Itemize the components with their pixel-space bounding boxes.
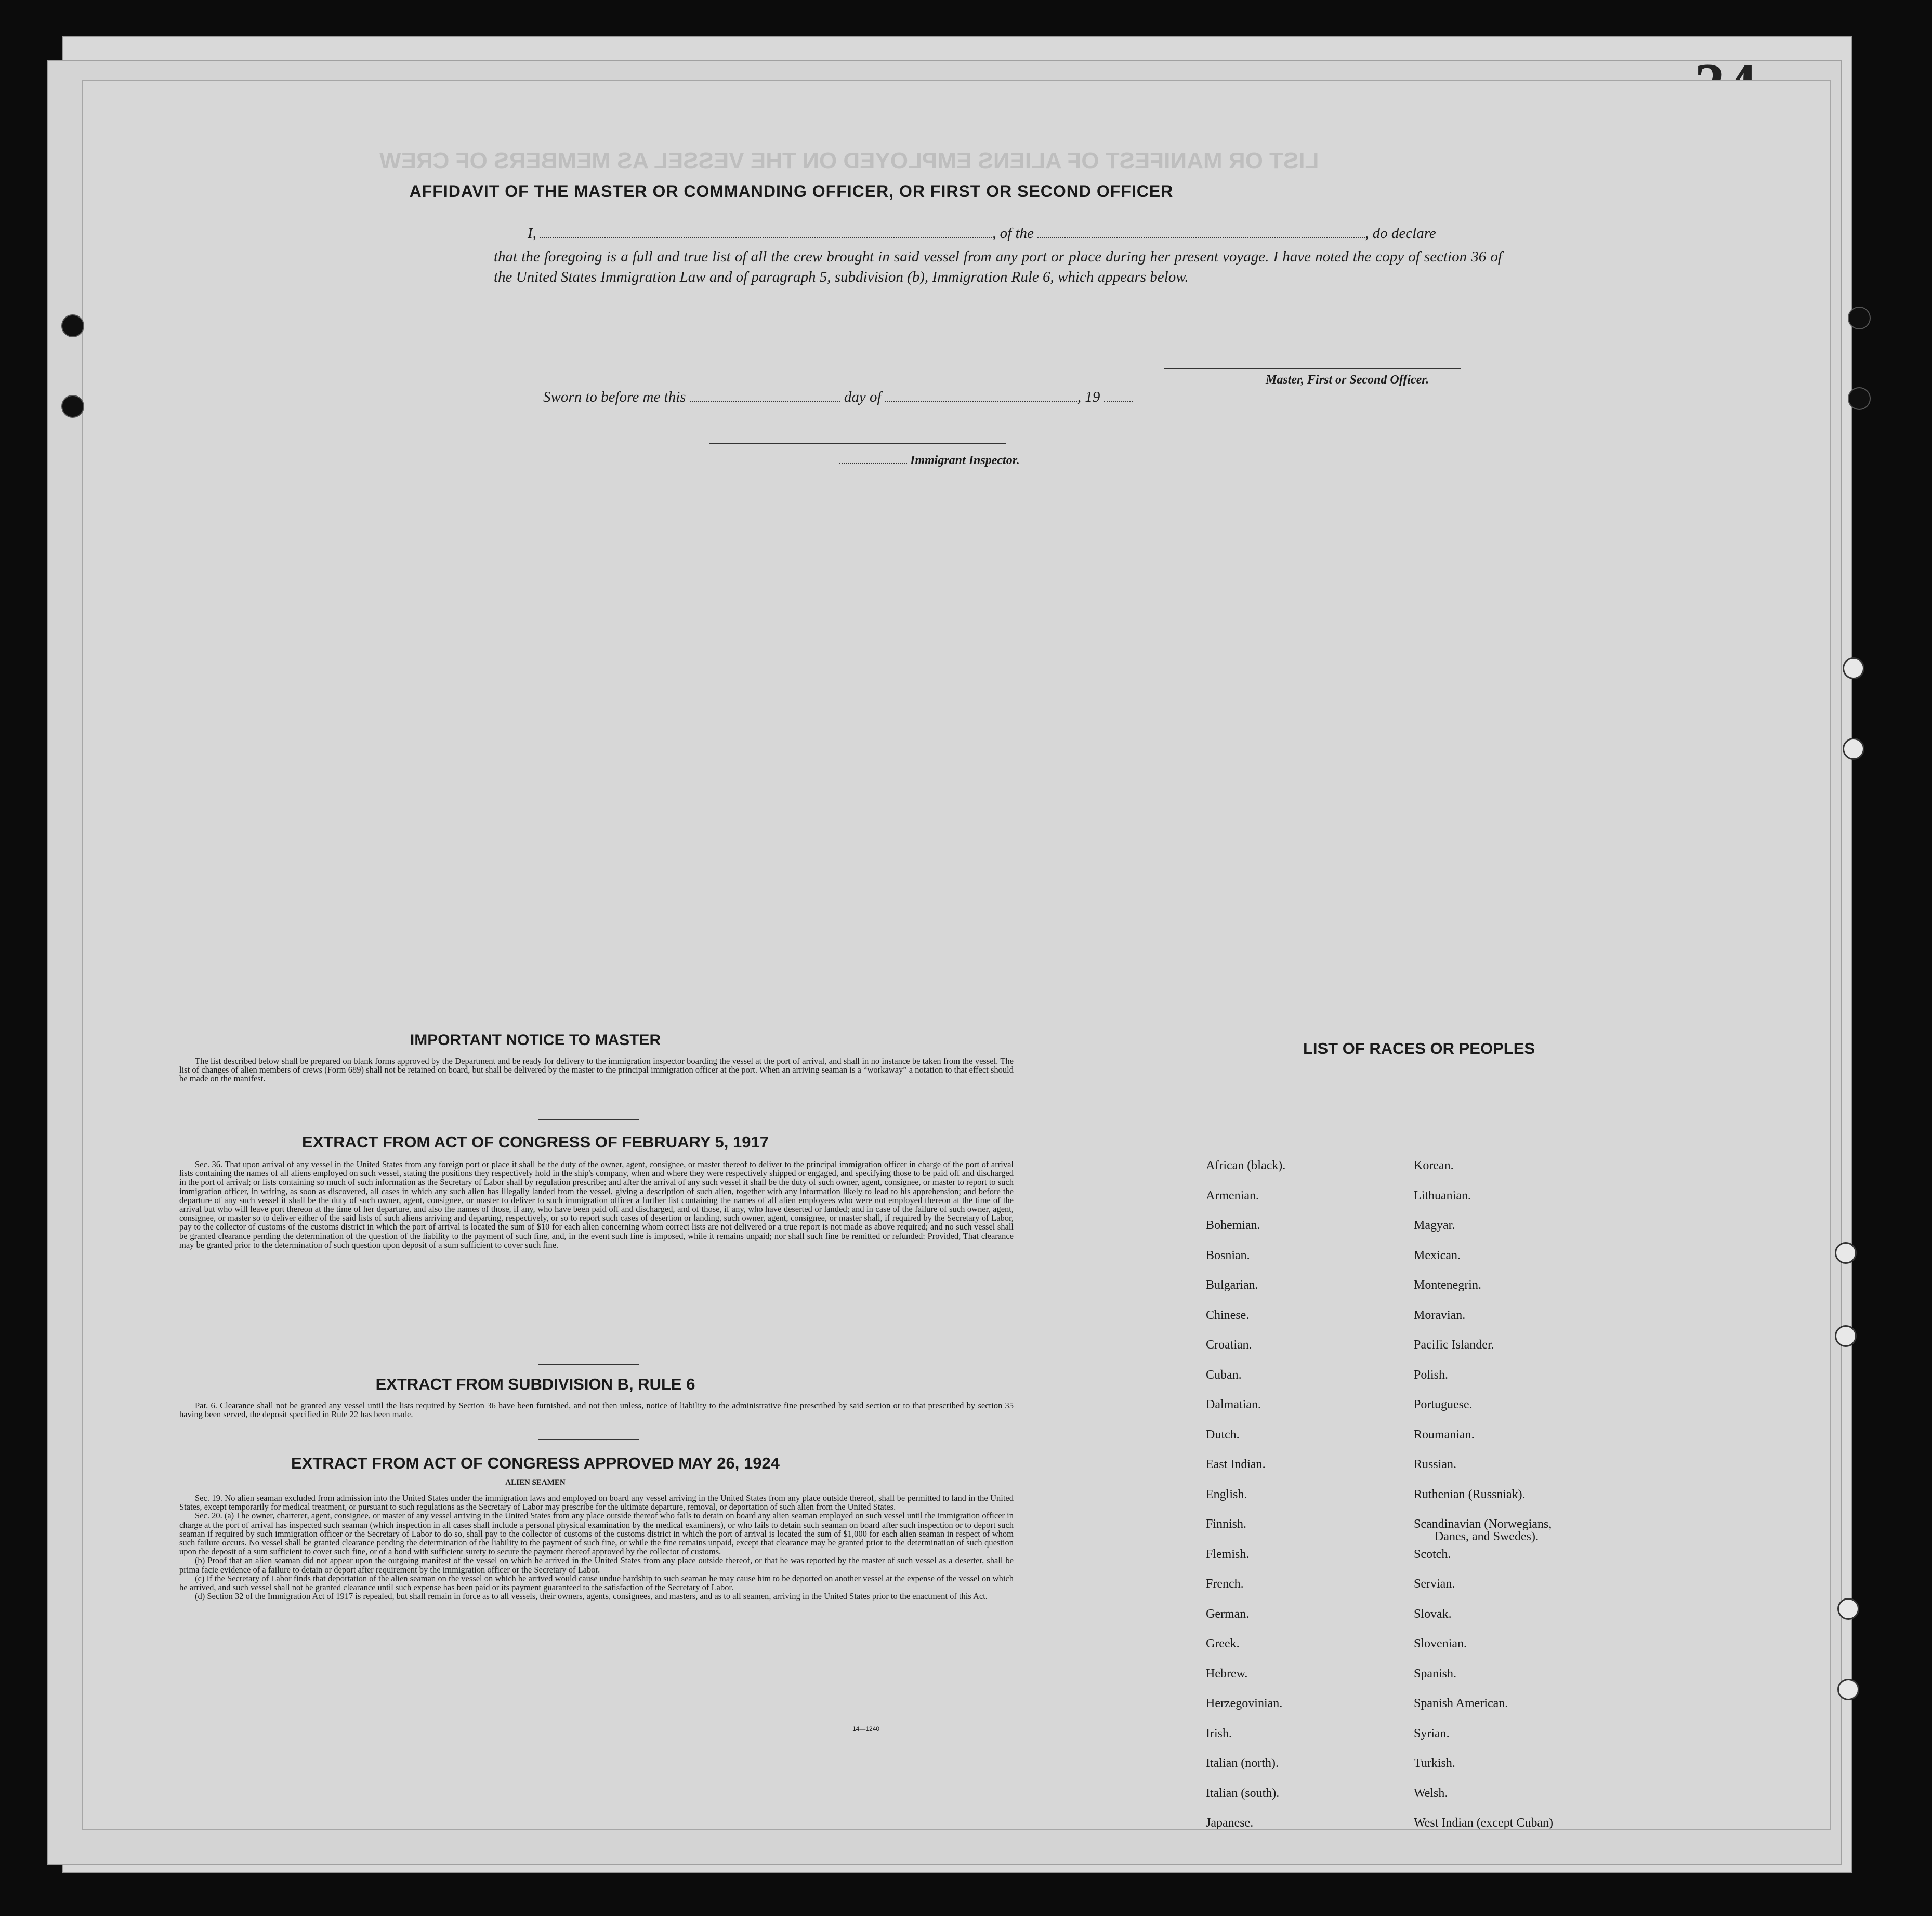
race-item: Dutch. — [1206, 1428, 1240, 1442]
inspector-signature-label — [839, 454, 1020, 468]
divider-1 — [538, 1119, 639, 1120]
race-item: Flemish. — [1206, 1547, 1250, 1561]
race-item: Lithuanian. — [1414, 1188, 1471, 1203]
extract-1924-text — [179, 1494, 1014, 1601]
sworn-year-label: , 19 — [1077, 389, 1100, 405]
binder-hole — [61, 314, 84, 337]
binder-hole — [1835, 1242, 1857, 1264]
extract-1924-title: EXTRACT FROM ACT OF CONGRESS APPROVED MAY 26, 1924 — [291, 1454, 780, 1472]
race-item: Welsh. — [1414, 1786, 1448, 1800]
sworn-day-label: day of — [844, 389, 882, 405]
affidavit-of-the-label: , of the — [992, 225, 1034, 242]
extract-1924-sec20c: (c) If the Secretary of Labor finds that deportation of the alien seaman on the vessel on which he arrived would cause undue hardship to such seaman he may cause him to be deported on another vessel at the expense of the vessel on which he arrived, and such vessel shall not be granted clearance until such expense has been paid or its payment guaranteed to the satisfaction of the Secretary of Labor. — [179, 1573, 1014, 1593]
binder-hole — [61, 395, 84, 418]
race-item: African (black). — [1206, 1159, 1286, 1172]
extract-1924-sec20d: (d) Section 32 of the Immigration Act of 1917 is repealed, but shall remain in force as to all vessels, their owners, agents, consignees, and masters, and as to all seamen, arriving in the United States prior to the enactment of this Act. — [195, 1591, 988, 1602]
race-item: Slovenian. — [1414, 1637, 1467, 1650]
extract-rule6-title: EXTRACT FROM SUBDIVISION B, RULE 6 — [375, 1375, 695, 1393]
race-item: Greek. — [1206, 1637, 1240, 1650]
sworn-month-blank[interactable] — [885, 389, 1077, 402]
race-item: German. — [1206, 1607, 1250, 1621]
binder-hole — [1848, 307, 1871, 329]
race-item: Montenegrin. — [1414, 1278, 1481, 1292]
race-item: Mexican. — [1414, 1248, 1461, 1262]
notice-title: IMPORTANT NOTICE TO MASTER — [410, 1032, 661, 1049]
race-item: Polish. — [1414, 1368, 1449, 1382]
extract-1917-text — [179, 1160, 1014, 1249]
race-item: Russian. — [1414, 1458, 1457, 1471]
race-item: Herzegovinian. — [1206, 1697, 1283, 1710]
race-item: Croatian. — [1206, 1338, 1252, 1352]
race-item: Italian (north). — [1206, 1756, 1279, 1770]
race-item: French. — [1206, 1577, 1244, 1591]
race-item: Scotch. — [1414, 1547, 1451, 1561]
race-item: Bosnian. — [1206, 1248, 1250, 1262]
race-item: East Indian. — [1206, 1458, 1266, 1471]
alien-seamen-subtitle: ALIEN SEAMEN — [505, 1478, 566, 1487]
extract-1924-sec20a: Sec. 20. (a) The owner, charterer, agent, consignee, or master of any vessel arriving in the United States from any place outside thereof who fails to detain on board any alien seaman employed on such vessel until the immigration officer in charge at the port of arrival has inspected such seaman (which inspection in all cases shall include a personal physical examination by the medical examiners), or who fails to detain such seaman on board after such inspection or to deport such seaman if required by such immigration officer or the Secretary of Labor to do so, shall pay to the collector of customs of the customs district in which the port of arrival is located the sum of $1,000 for each alien seaman in respect of whom such failure occurs. No vessel shall be granted clearance pending the determination of the liability to the payment of such fine, or while the fine remains unpaid, except that clearance may be granted prior to the determination of such question upon the deposit of a sum sufficient to cover such fine, or of a bond with sufficient surety to secure the payment thereof approved by the collector of customs. — [179, 1511, 1014, 1557]
notice-paragraph: The list described below shall be prepared on blank forms approved by the Department and be ready for delivery to the immigration inspector boarding the vessel at the port of arrival, and shall in no instance be taken from the vessel. The list of changes of alien members of crews (Form 689) shall not be retained on board, but shall be delivered by the master to the principal immigration officer at the port. When an arriving seaman is a “workaway” a notation to that effect should be made on the manifest. — [179, 1056, 1014, 1084]
extract-1917-paragraph: Sec. 36. That upon arrival of any vessel in the United States from any foreign port or place it shall be the duty of the owner, agent, consignee, or master thereof to deliver to the principal immigration officer in charge of the port of arrival lists containing the names of all aliens employed on such vessel, stating the positions they respectively hold in the ship's company, when and where they were respectively shipped or engaged, and specifying those to be paid off and discharged in the port of arrival; or lists containing so much of such information as the Secretary of Labor shall by regulation prescribe; and after the arrival of any such vessel it shall be the duty of such owner, agent, consignee, or master to report to such immigration officer, in writing, as soon as discovered, all cases in which any such alien has illegally landed from the vessel, giving a description of such alien, together with any information likely to lead to his apprehension; and before the departure of any such vessel it shall be the duty of such owner, agent, consignee, or master to deliver to such immigration officer a further list containing the names of all alien employees who were not employed thereon at the time of the arrival but who will leave port thereon at the time of her departure, and also the names of those, if any, who have been paid off and discharged, and of those, if any, who have deserted or landed; and in case of the failure of such owner, agent, consignee, or master so to deliver either of the said lists of such aliens arriving and departing, respectively, or so to report such cases of desertion or landing, such owner, agent, consignee, or master shall, if required by the Secretary of Labor, pay to the collector of customs of the customs district in which the port of arrival is located the sum of $10 for each alien concerning whom correct lists are not delivered or a true report is not made as above required; and no such vessel shall be granted clearance pending the determination of the question of the liability to the payment of such fine, and, in the event such fine is imposed, while it remains unpaid; nor shall such fine be remitted or refunded: Provided, That clearance may be granted prior to the determination of such question upon deposit of a sum sufficient to cover such fine. — [179, 1159, 1014, 1250]
race-item: Irish. — [1206, 1726, 1232, 1740]
manifest-page — [83, 81, 1830, 1829]
notice-text — [179, 1056, 1014, 1083]
race-item: Turkish. — [1414, 1756, 1455, 1770]
race-item: Armenian. — [1206, 1188, 1259, 1203]
race-item-continuation: Danes, and Swedes). — [1435, 1530, 1539, 1543]
binder-hole — [1843, 657, 1864, 679]
race-item: Japanese. — [1206, 1816, 1254, 1829]
affidavit-declare-label: , do declare — [1365, 225, 1436, 242]
race-item: Servian. — [1414, 1577, 1455, 1591]
race-item: Spanish. — [1414, 1667, 1457, 1681]
races-title: LIST OF RACES OR PEOPLES — [1303, 1039, 1535, 1058]
divider-3 — [538, 1439, 639, 1440]
race-item: Scandinavian (Norwegians, — [1414, 1517, 1552, 1531]
vessel-name-blank[interactable] — [1037, 226, 1365, 238]
sworn-year-blank[interactable] — [1104, 389, 1133, 402]
race-item: Portuguese. — [1414, 1398, 1473, 1411]
extract-rule6-paragraph: Par. 6. Clearance shall not be granted any vessel until the lists required by Section 36 have been furnished, and not then unless, notice of liability to the administrative fine prescribed by said section or to that prescribed by section 35 having been served, the deposit specified in Rule 22 has been made. — [179, 1400, 1014, 1420]
binder-hole — [1837, 1598, 1859, 1620]
race-item: Cuban. — [1206, 1368, 1242, 1382]
race-item: Dalmatian. — [1206, 1398, 1261, 1411]
sworn-line — [543, 389, 1133, 406]
inspector-blank — [839, 456, 907, 464]
race-item: Pacific Islander. — [1414, 1338, 1494, 1352]
race-item: Hebrew. — [1206, 1667, 1248, 1681]
race-item: Finnish. — [1206, 1517, 1247, 1531]
race-item: Roumanian. — [1414, 1428, 1475, 1442]
race-item: Chinese. — [1206, 1308, 1250, 1322]
divider-2 — [538, 1364, 639, 1365]
inspector-label-text: Immigrant Inspector. — [910, 454, 1020, 467]
master-signature-label: Master, First or Second Officer. — [1266, 373, 1429, 387]
master-name-blank[interactable] — [540, 226, 992, 238]
race-item: West Indian (except Cuban) — [1414, 1816, 1553, 1829]
race-item: Magyar. — [1414, 1219, 1455, 1232]
bleed-through-header: LIST OR MANIFEST OF ALIENS EMPLOYED ON THE VESSEL AS MEMBERS OF CREW — [379, 148, 1319, 174]
sworn-day-blank[interactable] — [690, 389, 840, 402]
race-item: Bohemian. — [1206, 1219, 1260, 1232]
affidavit-body: that the foregoing is a full and true list of all the crew brought in said vessel from any port or place during her present voyage. I have noted the copy of section 36 of the United States Immigration Law and of paragraph 5, subdivision (b), Immigration Rule 6, which appears below. — [494, 248, 1502, 285]
race-item: Italian (south). — [1206, 1786, 1280, 1800]
form-number: 14—1240 — [852, 1725, 880, 1733]
binder-hole — [1848, 387, 1871, 410]
sworn-prefix: Sworn to before me this — [543, 389, 686, 405]
race-item: Slovak. — [1414, 1607, 1452, 1621]
affidavit-title: AFFIDAVIT OF THE MASTER OR COMMANDING OFFICER, OR FIRST OR SECOND OFFICER — [409, 182, 1174, 201]
extract-rule6-text — [179, 1401, 1014, 1419]
race-item: English. — [1206, 1487, 1247, 1501]
race-item: Moravian. — [1414, 1308, 1466, 1322]
race-item: Korean. — [1414, 1159, 1454, 1172]
affidavit-first-line — [528, 225, 1436, 242]
binder-hole — [1837, 1679, 1859, 1700]
extract-1924-sec20b: (b) Proof that an alien seaman did not appear upon the outgoing manifest of the vessel on which he arrived in the United States from any place outside thereof, or that he was reported by the master of such vessel as a deserter, shall be prima facie evidence of a failure to detain or deport after requirement by the immigration officer or the Secretary of Labor. — [179, 1555, 1014, 1575]
master-signature-line[interactable] — [1164, 368, 1461, 369]
inspector-signature-line[interactable] — [709, 443, 1006, 444]
affidavit-i-label: I, — [528, 225, 536, 242]
extract-1917-title: EXTRACT FROM ACT OF CONGRESS OF FEBRUARY 5, 1917 — [302, 1133, 769, 1151]
extract-1924-sec19: Sec. 19. No alien seaman excluded from admission into the United States under the immigration laws and employed on board any vessel arriving in the United States from any place outside thereof, shall be permitted to land in the United States, except temporarily for medical treatment, or pursuant to such regulations as the Secretary of Labor may prescribe for the ultimate departure, removal, or deportation of such alien from the United States. — [179, 1493, 1014, 1512]
race-item: Spanish American. — [1414, 1697, 1508, 1710]
race-item: Bulgarian. — [1206, 1278, 1258, 1292]
binder-hole — [1843, 738, 1864, 760]
race-item: Syrian. — [1414, 1726, 1450, 1740]
race-item: Ruthenian (Russniak). — [1414, 1487, 1526, 1501]
binder-hole — [1835, 1325, 1857, 1347]
